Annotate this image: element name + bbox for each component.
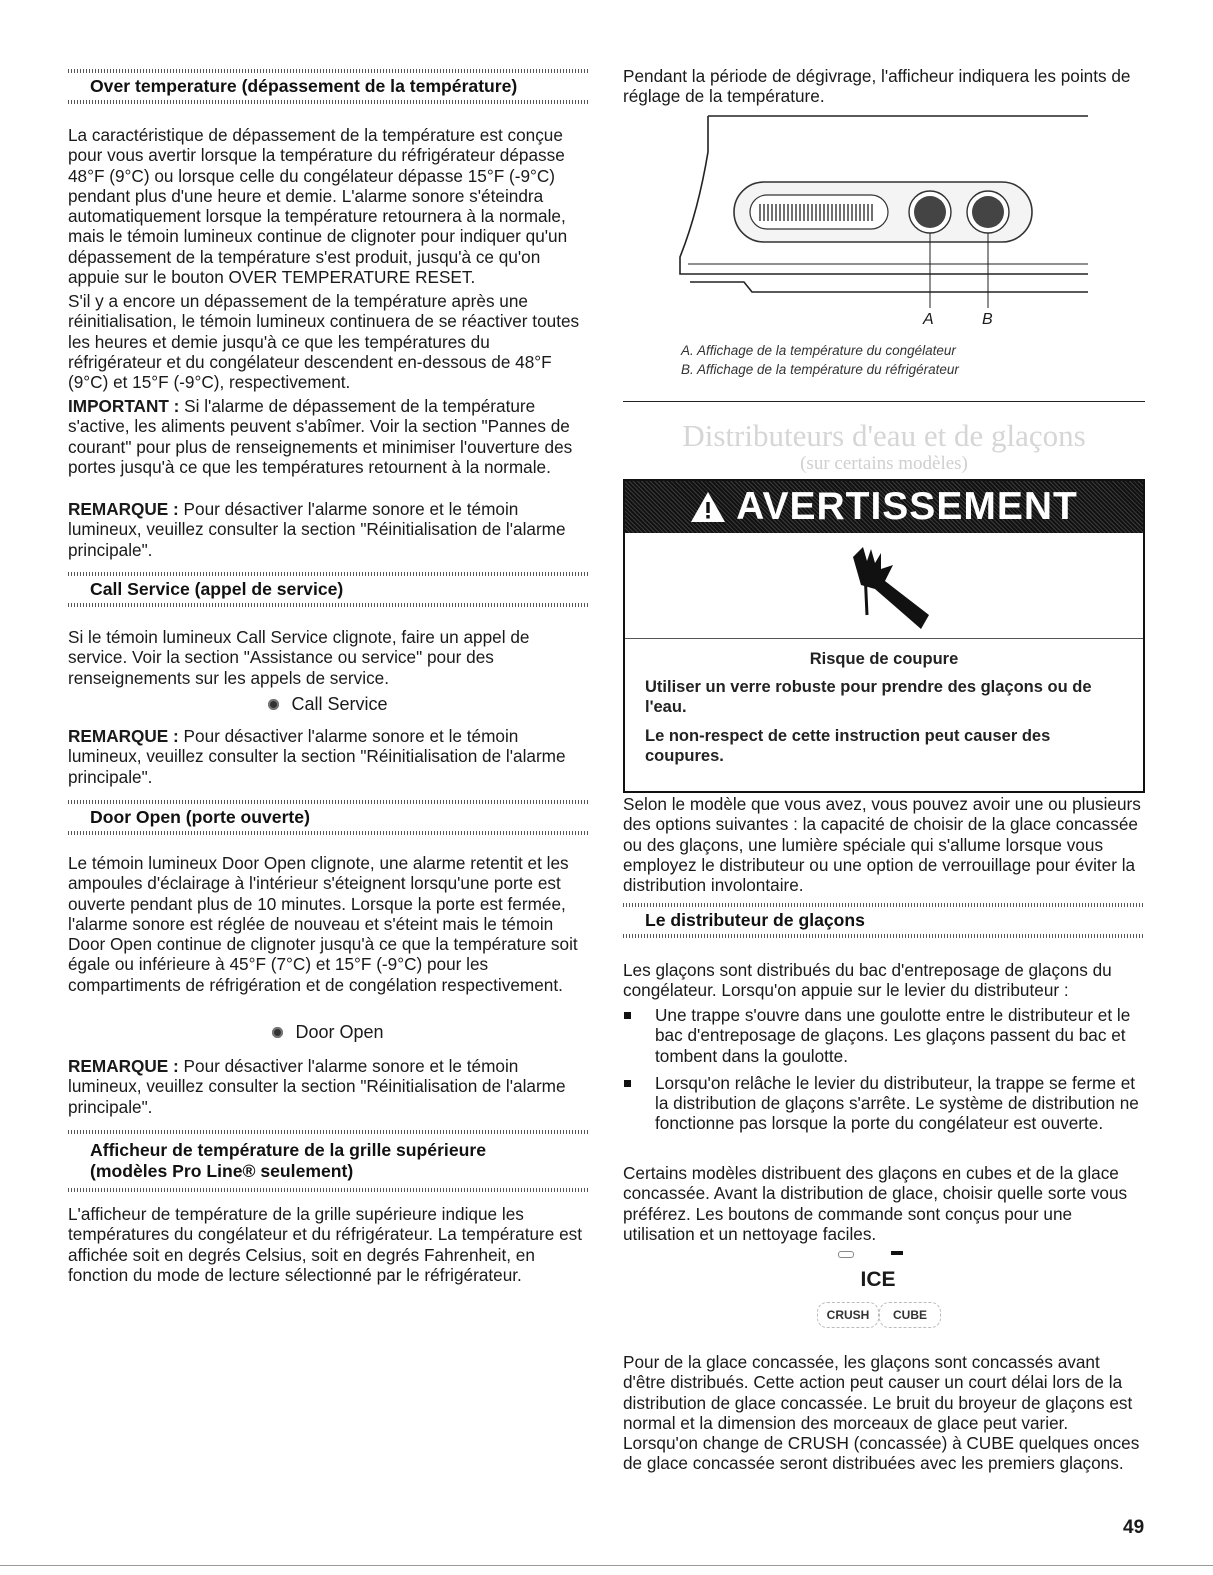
ice-control-panel <box>826 1248 943 1333</box>
door-open-indicator-label: Door Open <box>295 1022 384 1042</box>
heading-top-grille-display <box>68 1134 588 1188</box>
note-text: Pour désactiver l'alarme sonore et le témoin lumineux, veuillez consulter la section "Réinitialisation de l'alarme principale". <box>68 499 566 560</box>
heading-door-open: Door Open (porte ouverte) <box>90 807 310 827</box>
over-temperature-paragraph-2: S'il y a encore un dépassement de la température après une réinitialisation, le témoin lumineux continuera de se réactiver toutes les heures et demie jusqu'à ce que les températures du réfrigérateur et du congélateur descendent en-dessous de 48°F (9°C) et 15°F (-9°C), respectivement. <box>68 291 580 393</box>
warning-box <box>623 479 1145 793</box>
heading-over-temperature: Over temperature (dépassement de la température) <box>90 76 518 96</box>
over-temperature-paragraph-1: La caractéristique de dépassement de la température est conçue pour vous avertir lorsque la température du réfrigérateur dépasse 48°F (9°C) ou lorsque celle du congélateur dépasse 15°F (-9°C) pendant plus d'une heure et demie. L'alarme sonore s'éteindra automatiquement lorsque la température retournera à la normale, mais le témoin lumineux continue de clignoter pour indiquer qu'un dépassement de la température s'est produit, jusqu'à ce qu'on appuie sur le bouton OVER TEMPERATURE RESET. <box>68 125 568 288</box>
freezer-display-window <box>750 195 888 229</box>
page-bottom-rule <box>0 1565 1213 1566</box>
cube-light-icon <box>891 1251 903 1255</box>
bullet-item: Une trappe s'ouvre dans une goulotte entre le distributeur et le bac d'entreposage de glaçons. Les glaçons passent du bac et tombent dans la goulotte. <box>623 1005 1145 1066</box>
figure-label-b: B <box>982 311 993 328</box>
warning-triangle-icon <box>690 490 726 524</box>
ice-dispenser-paragraph-1: Les glaçons sont distribués du bac d'entreposage de glaçons du congélateur. Lorsqu'on appuie sur le levier du distributeur : <box>623 960 1112 1001</box>
ice-dispenser-bullets <box>623 1005 1145 1141</box>
warning-banner-text: AVERTISSEMENT <box>736 485 1078 528</box>
warning-consequence: Le non-respect de cette instruction peut causer des coupures. <box>645 727 1051 765</box>
note-label: REMARQUE : <box>68 726 179 746</box>
ice-panel-title: ICE <box>860 1268 896 1291</box>
warning-banner <box>625 481 1143 533</box>
top-grille-display-paragraph: L'afficheur de température de la grille supérieure indique les températures du congélateur et du réfrigérateur. La température est affichée soit en degrés Celsius, soit en degrés Fahrenheit, en fonction du mode de lecture sélectionné par le réfrigérateur. <box>68 1204 583 1285</box>
section-heading-over-temperature <box>68 69 588 104</box>
door-open-paragraph: Le témoin lumineux Door Open clignote, une alarme retentit et les ampoules d'éclairage à l'intérieur s'éteignent lorsqu'une porte est ouverte pendant plus de 10 minutes. Lorsque la porte est fermée, l'alarme sonore est réglée de nouveau et s'éteint mais le témoin Door Open continue de clignoter jusqu'à ce que la température soit égale ou inférieure à 45°F (7°C) et 15°F (-9°C) pour les compartiments de réfrigération et de congélation respectivement. <box>68 853 578 995</box>
section-heading-door-open <box>68 800 588 835</box>
indicator-light-icon <box>272 1027 283 1038</box>
crush-button[interactable]: CRUSH <box>817 1302 879 1328</box>
call-service-indicator-label: Call Service <box>291 694 388 714</box>
door-open-note <box>68 1056 588 1117</box>
call-service-indicator <box>68 694 588 715</box>
door-open-indicator <box>68 1022 588 1043</box>
over-temperature-note <box>68 499 588 560</box>
crush-light-icon <box>838 1251 854 1258</box>
ice-dispenser-paragraph-3: Pour de la glace concassée, les glaçons sont concassés avant d'être distribués. Cette action peut causer un court délai lors de la distribution de glace concassée. Le bruit du broyeur de glaçons est normal et la dimension des morceaux de glace peut varier. Lorsqu'on change de CRUSH (concassée) à CUBE quelques onces de glace concassée seront distribuées avec les premiers glaçons. <box>623 1352 1140 1474</box>
call-service-paragraph: Si le témoin lumineux Call Service clignote, faire un appel de service. Voir la section "Assistance ou service" pour des renseignements sur les appels de service. <box>68 627 530 688</box>
section-subtitle: (sur certains modèles) <box>800 453 968 474</box>
call-service-note <box>68 726 588 787</box>
cut-hazard-icon <box>837 545 937 633</box>
important-text: Si l'alarme de dépassement de la température s'active, les aliments peuvent s'abîmer. Voir la section "Pannes de courant" pour plus de renseignements et minimiser l'ouverture des portes jusqu'à ce que les températures retournent à la normale. <box>68 396 573 477</box>
note-text: Pour désactiver l'alarme sonore et le témoin lumineux, veuillez consulter la section "Réinitialisation de l'alarme principale". <box>68 1056 566 1117</box>
figure-label-a: A <box>923 311 934 328</box>
warning-body <box>625 639 1143 766</box>
section-title: Distributeurs d'eau et de glaçons <box>682 418 1086 453</box>
section-heading-ice-dispenser <box>623 903 1145 938</box>
note-text: Pour désactiver l'alarme sonore et le témoin lumineux, veuillez consulter la section "Réinitialisation de l'alarme principale". <box>68 726 566 787</box>
cube-button[interactable]: CUBE <box>879 1302 941 1328</box>
section-heading-call-service <box>68 572 588 607</box>
important-label: IMPORTANT : <box>68 396 180 416</box>
heading-line-2: (modèles Pro Line® seulement) <box>90 1161 354 1181</box>
page-number: 49 <box>1123 1517 1145 1538</box>
heading-ice-dispenser: Le distributeur de glaçons <box>645 910 865 930</box>
defrost-intro: Pendant la période de dégivrage, l'afficheur indiquera les points de réglage de la température. <box>623 66 1131 107</box>
bullet-item: Lorsqu'on relâche le levier du distributeur, la trappe se ferme et la distribution de glaçons s'arrête. Le système de distribution ne fonctionne pas lorsque la porte du congélateur est ouverte. <box>623 1073 1145 1134</box>
temperature-display-figure <box>678 112 1088 324</box>
warning-instruction: Utiliser un verre robuste pour prendre des glaçons ou de l'eau. <box>645 678 1092 716</box>
figure-caption-b: B. Affichage de la température du réfrigérateur <box>681 362 959 377</box>
section-divider <box>623 401 1145 402</box>
note-label: REMARQUE : <box>68 1056 179 1076</box>
indicator-light-icon <box>268 699 279 710</box>
over-temperature-important <box>68 396 588 477</box>
section-heading-top-grille-display <box>68 1130 588 1192</box>
heading-line-1: Afficheur de température de la grille supérieure <box>90 1140 486 1160</box>
note-label: REMARQUE : <box>68 499 179 519</box>
warning-hazard-title: Risque de coupure <box>809 650 959 668</box>
figure-caption-a: A. Affichage de la température du congélateur <box>681 343 956 358</box>
ice-dispenser-paragraph-2: Certains modèles distribuent des glaçons en cubes et de la glace concassée. Avant la distribution de glace, choisir quelle sorte vous préférez. Les boutons de commande sont conçus pour une utilisation et un nettoyage faciles. <box>623 1163 1128 1244</box>
heading-call-service: Call Service (appel de service) <box>90 579 344 599</box>
dispenser-options-paragraph: Selon le modèle que vous avez, vous pouvez avoir une ou plusieurs des options suivantes : la capacité de choisir de la glace concassée ou des glaçons, une lumière spéciale qui s'allume lorsque vous employez le distributeur ou une option de verrouillage pour éviter la distribution involontaire. <box>623 794 1141 896</box>
hazard-pictogram <box>625 533 1143 639</box>
